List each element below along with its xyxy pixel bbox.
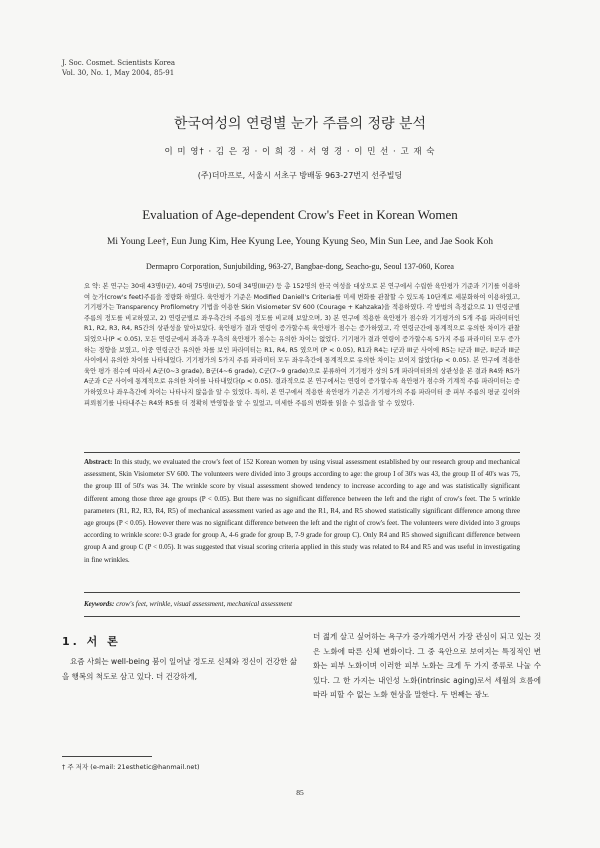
footnote: † 주 저자 (e-mail: 21esthetic@hanmail.net) [62,763,200,771]
page-number: 85 [296,788,304,797]
english-abstract [84,456,520,566]
footnote-rule [62,756,152,757]
korean-affiliation: (주)더마프로, 서울시 서초구 방배동 963-27번지 선주빌딩 [197,171,403,180]
keywords-text: crow's feet, wrinkle, visual assessment, mechanical assessment [114,600,293,608]
korean-abstract: 요 약: 본 연구는 30대 43명(I군), 40대 75명(II군), 50대 34명(III군) 등 총 152명의 한국 여성을 대상으로 본 연구에서 수립한 육안평가 기준과 기기를 이용하여 눈가(crow's feet)주름을 정량화 하였다. 육안평가 기준은 Modified Daniell's Criteria를 미세 변화를 관찰할 수 있도록 10단계로 세분화하여 이용하였고, 기기평가는 Transparency Profilometry 기법을 이용한 Skin Visiometer SV 600 (Courage + Kahzaka)을 적용하였다. 각 방법의 측정값으로 1) 연령군별 주름의 정도를 비교하였고, 2) 연령군별로 좌우측간의 주름의 정도를 비교해 보았으며, 3) 본 연구에 적용한 육안평가 점수와 기기평가의 5개 주름 파라미터인 R1, R2, R3, R4, R5간의 상관성을 알아보았다. 육안평가 결과 연령이 증가할수록 육안평가 점수는 증가하였고, 각 연령군간에 통계적으로 유의한 차이가 관찰되었으나(P < 0.05), 모든 연령군에서 좌측과 우측의 육안평가 점수는 유의한 차이는 없었다. 기기평가 결과 연령이 증가할수록 5가지 주름 파라미터 모두 증가하는 경향을 보였고, 이중 연령군간 유의한 차를 보인 파라미터는 R1, R4, R5 였으며 (P < 0.05), R1과 R4는 I군과 III군 사이에 R5는 I군과 III군, II군과 III군 사이에서 유의한 차이를 나타내었다. 기기평가의 5가지 주름 파라미터 모두 좌우측간에 통계적으로 유의한 차이는 보이지 않았다(p < 0.05). 본 연구에 적용한 육안 평가 점수에 따라서 A군(0~3 grade), B군(4~6 grade), C군(7~9 grade)으로 분류하여 기기평가 상의 5개 파라미터와의 상관성을 본 결과 R4와 R5가 A군과 C군 사이에 통계적으로 유의한 차이를 나타내었다(p < 0.05). 결과적으로 본 연구에서는 연령이 증가할수록 육안평가 점수와 기계적 주름 파라미터는 증가하였으나 좌우측간에 차이는 나타나지 않음을 알 수 있었다. 특히, 본 연구에서 적용한 육안평가 기준은 기기평가의 주름 파라미터 중 피부 주름의 평균 깊이와 피뢰침기를 나타내주는 R4와 R5를 더 정확히 반영함을 알 수 있었고, 미세한 주름의 변화를 읽을 수 있음을 알 수 있었다. [84,283,520,407]
section-heading-introduction: 1. 서 론 [62,635,121,648]
keywords-label: Keywords: [84,600,115,608]
body-left-column: 요즘 사회는 well-being 붐이 일어날 정도로 신체와 정신이 건강한 삶을 행복의 척도로 삼고 있다. 더 건강하게, [62,657,297,681]
abstract-divider-top [84,452,520,453]
journal-header [62,58,175,78]
english-authors: Mi Young Lee†, Eun Jung Kim, Hee Kyung Lee, Young Kyung Seo, Min Sun Lee, and Jae Sook Koh [106,237,494,247]
abstract-text: In this study, we evaluated the crow's feet of 152 Korean women by using visual assessment established by our research group and mechanical assessment, Skin Visiometer SV 600. The volunteers were divided into 3 groups according to age: the group I of 30's was 43, the group II of 40's was 75, the group III of 50's was 34. The wrinkle score by visual assessment showed tendency to increase according to age and was statistically significant different among those three age groups (P < 0.05). But there was no significant difference between the left and the right of crow's feet. The 5 wrinkle parameters (R1, R2, R3, R4, R5) of mechanical assessment varied as age and the R1, R4, and R5 showed statistically significant difference among three age groups (P < 0.05). However there was no significant difference between the left and the right of crow's feet. The volunteers were divided into 3 groups according to wrinkle score: 0-3 grade for group A, 4-6 grade for group B, 7-9 grade for group C). Only R4 and R5 showed significant difference between group A and group C (P < 0.05). It was suggested that visual scoring criteria applied in this study was related to R4 and R5 and was useful in investigating in fine wrinkles. [84,458,520,564]
abstract-label: Abstract: [84,458,113,466]
english-affiliation: Dermapro Corporation, Sunjubilding, 963-27, Bangbae-dong, Seacho-gu, Seoul 137-060, Korea [146,262,454,271]
abstract-divider-bottom [84,592,520,593]
korean-title: 한국여성의 연령별 눈가 주름의 정량 분석 [173,116,427,132]
keywords [84,600,520,608]
korean-authors: 이 미 영† · 김 은 정 · 이 희 경 · 서 영 경 · 이 민 선 · 고 재 숙 [164,147,436,157]
english-title: Evaluation of Age-dependent Crow's Feet in Korean Women [142,207,458,222]
journal-name: J. Soc. Cosmet. Scientists Korea [62,59,176,67]
body-right-column: 더 젊게 살고 싶어하는 욕구가 증가해가면서 가장 관심이 되고 있는 것은 노화에 따른 신체 변화이다. 그 중 육안으로 보여지는 특징적인 변화는 피부 노화이며 이러한 피부 노화는 크게 두 가지 종류로 나눌 수 있다. 그 한 가지는 내인성 노화(intrinsic aging)로서 세월의 흐름에 따라 피할 수 없는 노화 현상을 말한다. 두 번째는 광노 [313,632,541,700]
keywords-divider [84,616,520,617]
journal-volume: Vol. 30, No. 1, May 2004, 85-91 [62,69,175,77]
